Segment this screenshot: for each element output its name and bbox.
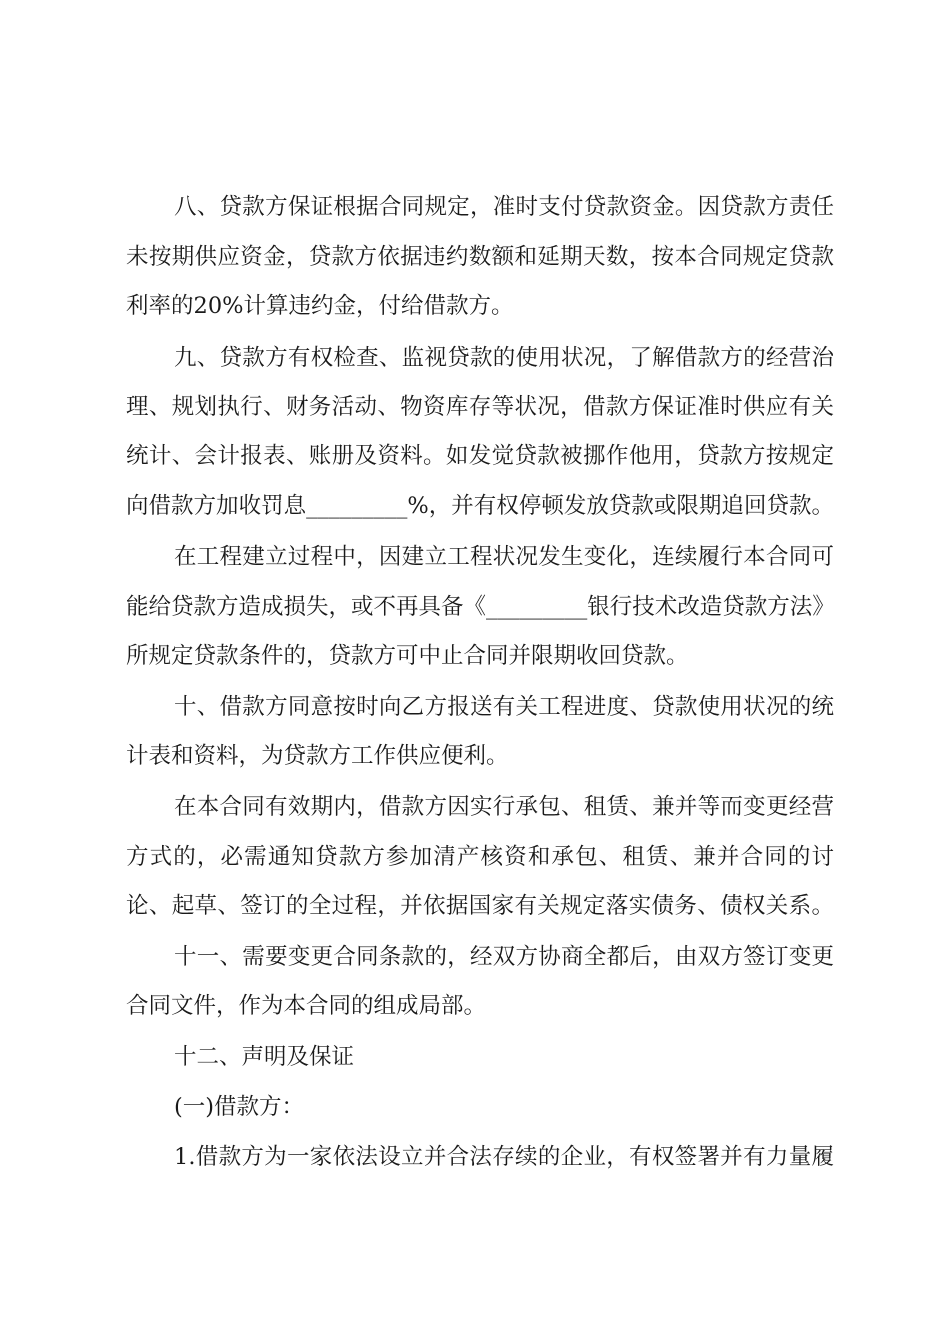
text-line: 向借款方加收罚息_________%，并有权停顿发放贷款或限期追回贷款。 (126, 493, 834, 519)
text-line: 方式的，必需通知贷款方参加清产核资和承包、租赁、兼并合同的讨 (126, 844, 834, 870)
text-line: 统计、会计报表、账册及资料。如发觉贷款被挪作他用，贷款方按规定 (126, 443, 834, 469)
text-line: 所规定贷款条件的，贷款方可中止合同并限期收回贷款。 (126, 643, 689, 669)
text-line: 1.借款方为一家依法设立并合法存续的企业，有权签署并有力量履 (174, 1144, 834, 1170)
text-line: 能给贷款方造成损失，或不再具备《_________银行技术改造贷款方法》 (126, 594, 835, 620)
text-line: 八、贷款方保证根据合同规定，准时支付贷款资金。因贷款方责任 (174, 194, 834, 220)
section-heading: 十二、声明及保证 (174, 1044, 355, 1070)
subsection-heading: (一)借款方： (174, 1094, 305, 1120)
text-line: 论、起草、签订的全过程，并依据国家有关规定落实债务、债权关系。 (126, 893, 834, 919)
text-line: 在本合同有效期内，借款方因实行承包、租赁、兼并等而变更经营 (174, 794, 834, 820)
text-line: 十、借款方同意按时向乙方报送有关工程进度、贷款使用状况的统 (174, 694, 834, 720)
text-line: 未按期供应资金，贷款方依据违约数额和延期天数，按本合同规定贷款 (126, 244, 834, 270)
text-line: 理、规划执行、财务活动、物资库存等状况，借款方保证准时供应有关 (126, 394, 834, 420)
text-line: 在工程建立过程中，因建立工程状况发生变化，连续履行本合同可 (174, 544, 834, 570)
text-line: 计表和资料，为贷款方工作供应便利。 (126, 743, 509, 769)
text-line: 十一、需要变更合同条款的，经双方协商全都后，由双方签订变更 (174, 944, 834, 970)
text-line: 九、贷款方有权检查、监视贷款的使用状况，了解借款方的经营治 (174, 345, 834, 371)
text-line: 合同文件，作为本合同的组成局部。 (126, 993, 487, 1019)
text-line: 利率的20%计算违约金，付给借款方。 (126, 293, 514, 319)
